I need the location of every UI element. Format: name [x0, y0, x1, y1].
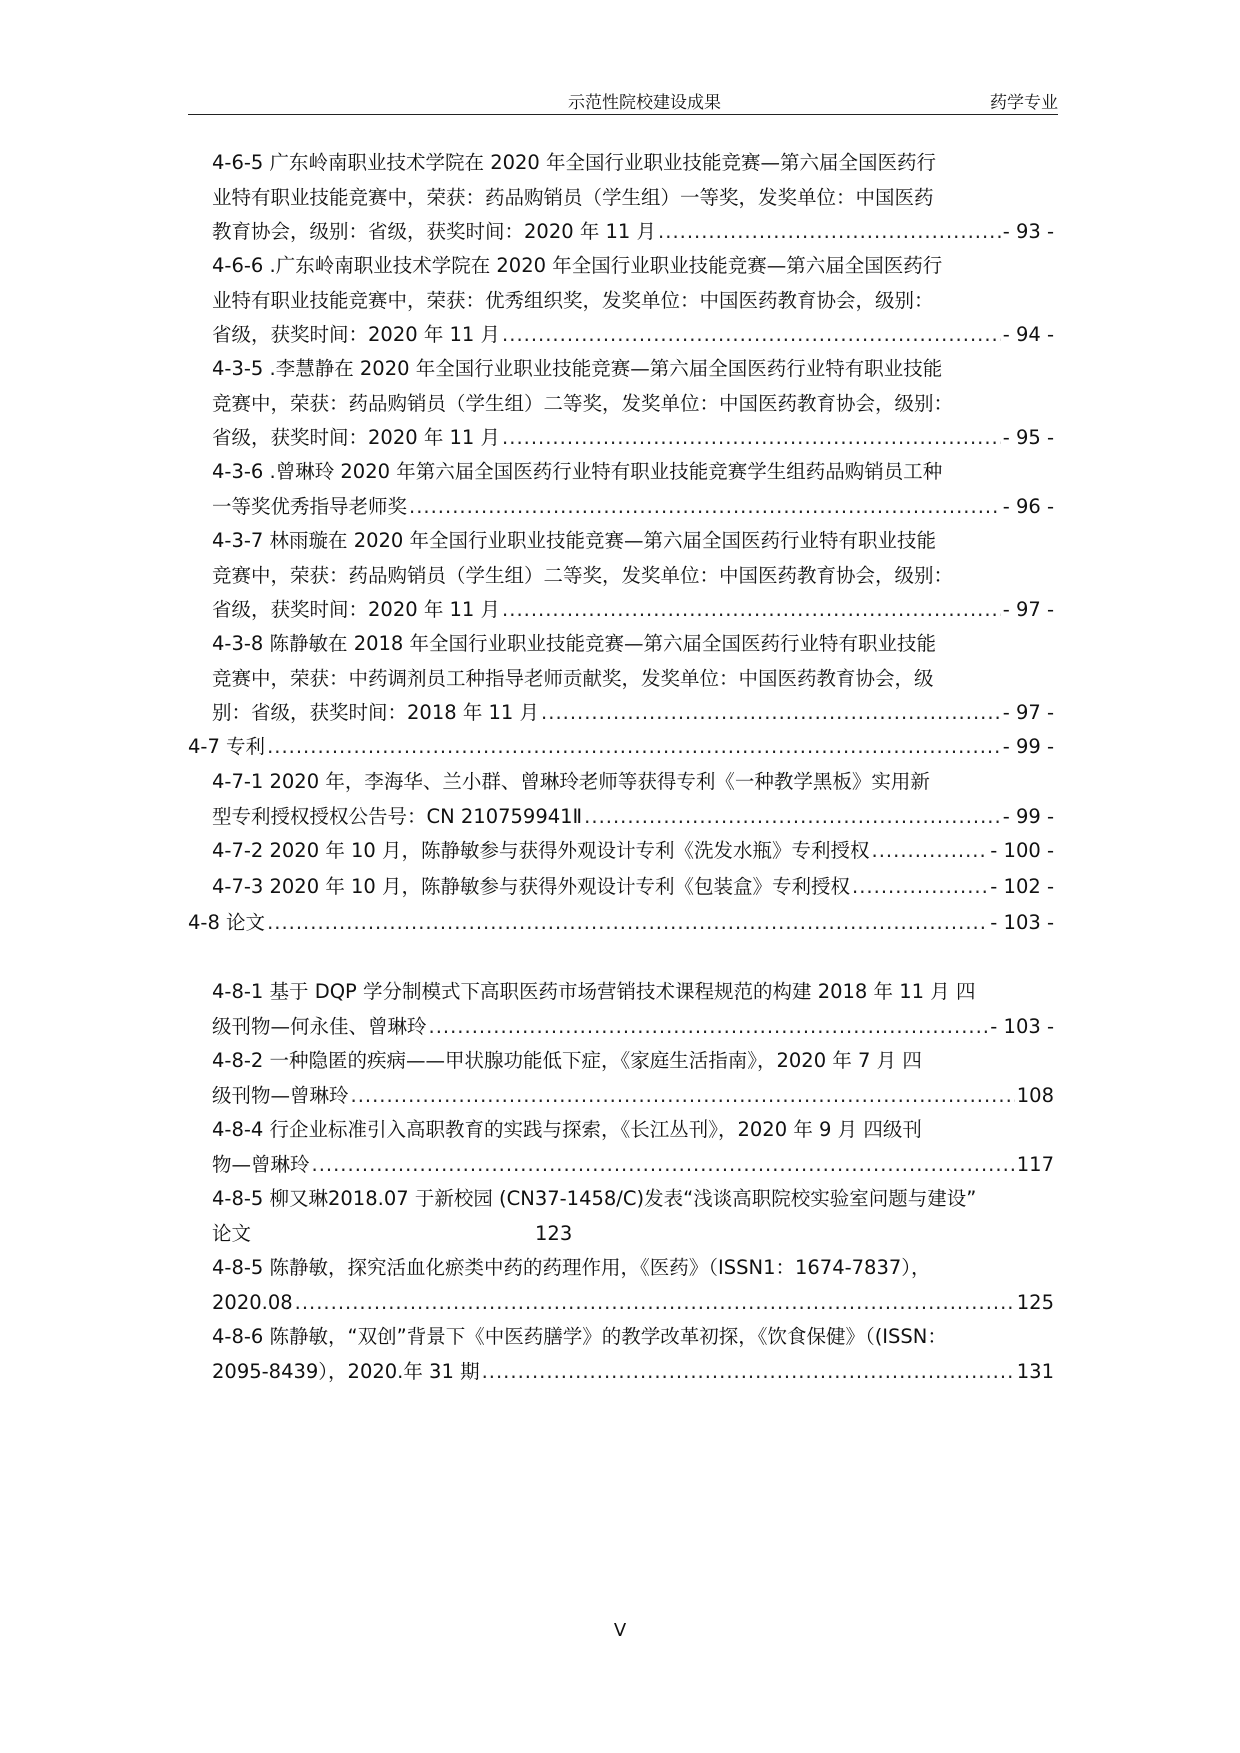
toc-page-number: - 97 -	[1002, 701, 1054, 724]
toc-entry-text: 物—曾琳玲	[212, 1152, 310, 1176]
header-title: 示范性院校建设成果	[568, 93, 721, 113]
toc-entry-line: 业特有职业技能竞赛中，荣获：药品购销员（学生组）一等奖，发奖单位：中国医药	[212, 185, 934, 209]
dot-leader	[351, 1079, 1015, 1114]
toc-entry-line: 4-6-5 广东岭南职业技术学院在 2020 年全国行业职业技能竞赛—第六届全国医药行	[212, 151, 937, 174]
toc-entry-text: 省级，获奖时间：2020 年 11 月	[212, 598, 501, 621]
toc-page-number: - 99 -	[1002, 804, 1054, 828]
toc-page-number: - 99 -	[1002, 735, 1054, 758]
toc-page-number: - 94 -	[1002, 323, 1054, 346]
toc-entry-line: 4-6-6 .广东岭南职业技术学院在 2020 年全国行业职业技能竞赛—第六届全国医药行	[212, 254, 943, 277]
toc-entry[interactable]	[212, 1044, 1054, 1113]
toc-entry[interactable]	[212, 455, 1054, 524]
toc-entry-text: 一等奖优秀指导老师奖	[212, 494, 408, 518]
toc-entry-line: 竞赛中，荣获：药品购销员（学生组）二等奖，发奖单位：中国医药教育协会，级别：	[212, 391, 954, 415]
toc-page-number: - 97 -	[1002, 598, 1054, 621]
toc-entry-text: 4-8 论文	[188, 911, 266, 934]
toc-entry[interactable]	[188, 906, 1054, 941]
dot-leader	[658, 215, 1001, 250]
toc-entry-text: 4-7-2 2020 年 10 月，陈静敏参与获得外观设计专利《洗发水瓶》专利授权	[212, 839, 870, 862]
toc-entry-text: 4-7 专利	[188, 735, 266, 758]
toc-page-number: 125	[1016, 1290, 1054, 1314]
toc-entry-text: 级刊物—何永佳、曾琳玲	[212, 1014, 427, 1038]
toc-entry-line: 4-8-5 柳又琳2018.07 于新校园 (CN37-1458/C)发表“浅谈高职院校实验室问题与建设”	[212, 1187, 977, 1210]
toc-entry-line: 竞赛中，荣获：中药调剂员工种指导老师贡献奖，发奖单位：中国医药教育协会，级	[212, 666, 934, 690]
dot-leader	[267, 730, 1001, 765]
toc-entry-text: 别：省级，获奖时间：2018 年 11 月	[212, 701, 540, 724]
toc-page-number: - 96 -	[1002, 494, 1054, 518]
dot-leader	[502, 318, 1001, 353]
toc-entry[interactable]	[212, 1320, 1054, 1389]
toc-page-number: 117	[1016, 1152, 1054, 1176]
toc-entry[interactable]	[212, 870, 1054, 905]
header-subject: 药学专业	[990, 93, 1058, 113]
toc-entry-text: 省级，获奖时间：2020 年 11 月	[212, 426, 501, 449]
toc-entry[interactable]	[212, 765, 1054, 834]
dot-leader	[541, 696, 1001, 731]
toc-entry[interactable]	[212, 524, 1054, 628]
toc-entry-text: 教育协会，级别：省级，获奖时间：2020 年 11 月	[212, 220, 657, 243]
toc-entry-line: 4-3-8 陈静敏在 2018 年全国行业职业技能竞赛—第六届全国医药行业特有职业技能	[212, 632, 937, 655]
toc-entry-line: 4-3-6 .曾琳玲 2020 年第六届全国医药行业特有职业技能竞赛学生组药品购销员工种	[212, 460, 943, 483]
toc-entry[interactable]	[212, 352, 1054, 456]
toc-entry[interactable]	[212, 975, 1054, 1044]
toc-entry-line: 4-3-5 .李慧静在 2020 年全国行业职业技能竞赛—第六届全国医药行业特有职业技能	[212, 357, 943, 380]
toc-entry-line: 4-8-2 一种隐匿的疾病——甲状腺功能低下症，《家庭生活指南》，2020 年 7 月 四	[212, 1049, 922, 1072]
toc-page-number: - 102 -	[990, 875, 1054, 898]
toc-page-number: - 103 -	[990, 911, 1054, 934]
toc-entry-text: 省级，获奖时间：2020 年 11 月	[212, 323, 501, 346]
toc-entry-text: 2020.08	[212, 1290, 293, 1314]
dot-leader	[852, 870, 988, 905]
toc-entry[interactable]	[212, 249, 1054, 353]
toc-entry-line: 4-8-4 行企业标准引入高职教育的实践与探索，《长江丛刊》，2020 年 9 月 四级刊	[212, 1118, 922, 1141]
toc-entry-line: 竞赛中，荣获：药品购销员（学生组）二等奖，发奖单位：中国医药教育协会，级别：	[212, 563, 954, 587]
dot-leader	[584, 800, 1001, 835]
toc-entry[interactable]	[212, 834, 1054, 869]
toc-page-number: 123	[535, 1221, 573, 1245]
toc-entry-text: 4-7-3 2020 年 10 月，陈静敏参与获得外观设计专利《包装盒》专利授权	[212, 875, 851, 898]
toc-entry[interactable]	[212, 146, 1054, 250]
dot-leader	[409, 490, 1001, 525]
toc-entry-text: 论文	[212, 1221, 252, 1245]
toc-entry[interactable]	[212, 1113, 1054, 1182]
dot-leader	[502, 593, 1001, 628]
toc-entry-line: 4-8-6 陈静敏，“双创”背景下《中医药膳学》的教学改革初探，《饮食保健》（(ISSN：	[212, 1325, 947, 1348]
dot-leader	[482, 1355, 1015, 1390]
page-header	[188, 86, 1058, 115]
toc-entry[interactable]	[212, 1182, 1054, 1251]
toc-page-number: - 103 -	[990, 1014, 1054, 1038]
toc-entry[interactable]	[188, 730, 1054, 765]
toc-entry-line: 4-8-1 基于 DQP 学分制模式下高职医药市场营销技术课程规范的构建 2018 年 11 月 四	[212, 980, 976, 1003]
toc-entry-line: 4-3-7 林雨璇在 2020 年全国行业职业技能竞赛—第六届全国医药行业特有职业技能	[212, 529, 937, 552]
toc-entry-line: 4-7-1 2020 年，李海华、兰小群、曾琳玲老师等获得专利《一种教学黑板》实用新	[212, 770, 930, 793]
dot-leader	[312, 1148, 1015, 1183]
page-number: V	[613, 1620, 627, 1641]
toc-entry[interactable]	[212, 627, 1054, 731]
toc-entry-line: 4-8-5 陈静敏，探究活血化瘀类中药的药理作用，《医药》（ISSN1：1674-7837），	[212, 1256, 931, 1279]
toc-entry[interactable]	[212, 1251, 1054, 1320]
toc-page-number: 108	[1016, 1083, 1054, 1107]
toc-page-number: - 93 -	[1002, 220, 1054, 243]
toc-entry-line: 业特有职业技能竞赛中，荣获：优秀组织奖，发奖单位：中国医药教育协会，级别：	[212, 288, 934, 312]
toc-page-number: - 95 -	[1002, 426, 1054, 449]
dot-leader	[267, 906, 988, 941]
toc-page-number: - 100 -	[990, 839, 1054, 862]
dot-leader	[872, 834, 989, 869]
toc-entry-text: 型专利授权授权公告号：CN 210759941Ⅱ	[212, 804, 583, 828]
toc-page-number: 131	[1016, 1359, 1054, 1383]
toc-entry-text: 2095-8439），2020.年 31 期	[212, 1359, 480, 1383]
dot-leader	[429, 1010, 989, 1045]
dot-leader	[295, 1286, 1015, 1321]
dot-leader	[502, 421, 1001, 456]
toc-entry-text: 级刊物—曾琳玲	[212, 1083, 349, 1107]
